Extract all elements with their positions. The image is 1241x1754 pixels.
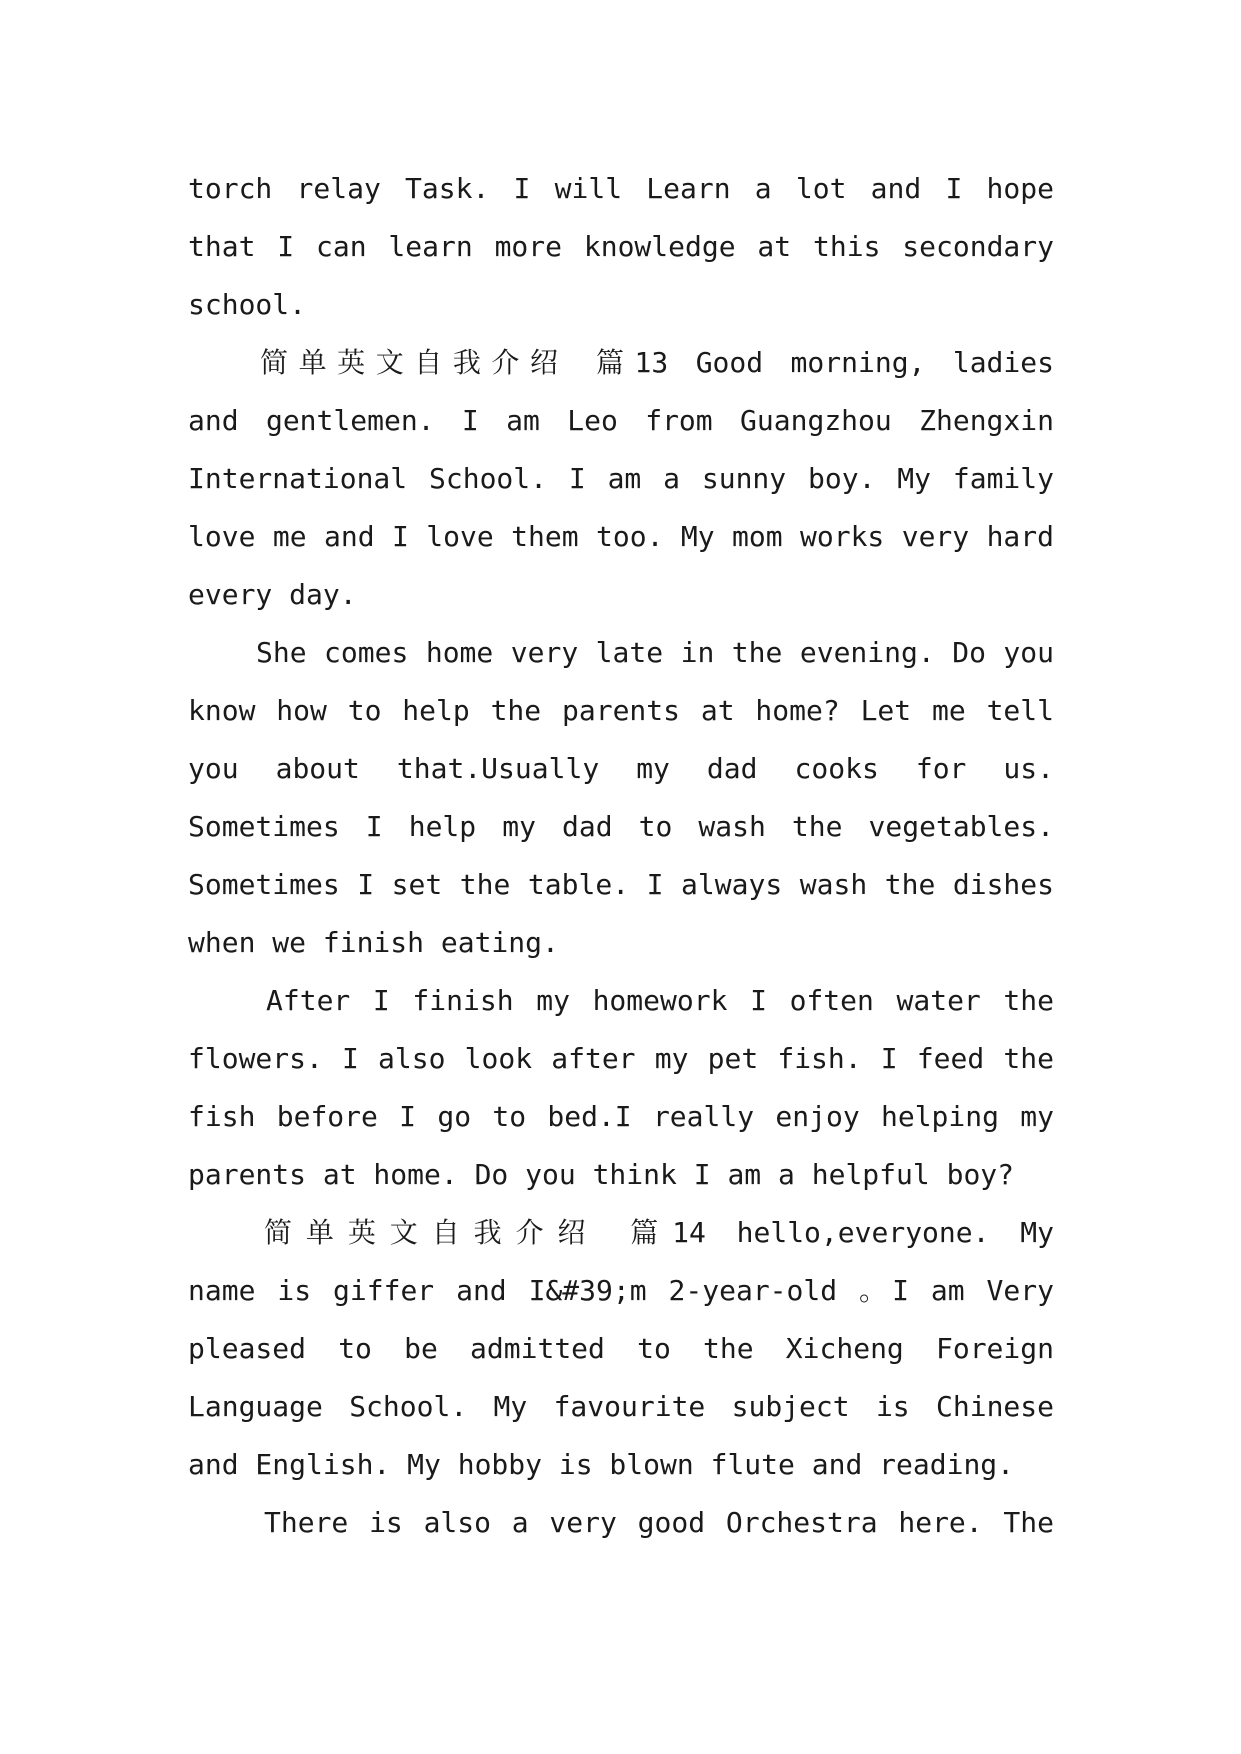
- text-line: and English. My hobby is blown flute and reading.: [188, 1448, 1015, 1481]
- text-line: you about that.Usually my dad cooks for us.: [188, 752, 1054, 785]
- text-line: and gentlemen. I am Leo from Guangzhou Zhengxin: [188, 404, 1054, 437]
- text-line: There is also a very good Orchestra here. The: [264, 1506, 1054, 1539]
- text-line: school.: [188, 288, 307, 321]
- text-line: name is giffer and I&#39;m 2-year-old 。I am Very: [188, 1274, 1054, 1307]
- text-line: know how to help the parents at home? Let me tell: [188, 694, 1054, 727]
- text-line: fish before I go to bed.I really enjoy helping my: [188, 1100, 1054, 1133]
- text-line: every day.: [188, 578, 357, 611]
- text-line: Sometimes I help my dad to wash the vegetables.: [188, 810, 1054, 843]
- text-line: International School. I am a sunny boy. My family: [188, 462, 1054, 495]
- text-line: pleased to be admitted to the Xicheng Foreign: [188, 1332, 1054, 1365]
- text-line: torch relay Task. I will Learn a lot and I hope: [188, 172, 1054, 205]
- text-line: parents at home. Do you think I am a helpful boy?: [188, 1158, 1015, 1191]
- text-line: that I can learn more knowledge at this secondary: [188, 230, 1054, 263]
- text-line: After I finish my homework I often water the: [266, 984, 1054, 1017]
- section-heading-line: 简单英文自我介绍 篇14 hello,everyone. My: [264, 1216, 1054, 1249]
- section-heading-line: 简单英文自我介绍 篇13 Good morning, ladies: [260, 346, 1054, 379]
- text-line: Sometimes I set the table. I always wash the dishes: [188, 868, 1054, 901]
- text-line: Language School. My favourite subject is Chinese: [188, 1390, 1054, 1423]
- text-line: when we finish eating.: [188, 926, 559, 959]
- text-line: love me and I love them too. My mom works very hard: [188, 520, 1054, 553]
- text-line: She comes home very late in the evening. Do you: [256, 636, 1054, 669]
- text-line: flowers. I also look after my pet fish. I feed the: [188, 1042, 1054, 1075]
